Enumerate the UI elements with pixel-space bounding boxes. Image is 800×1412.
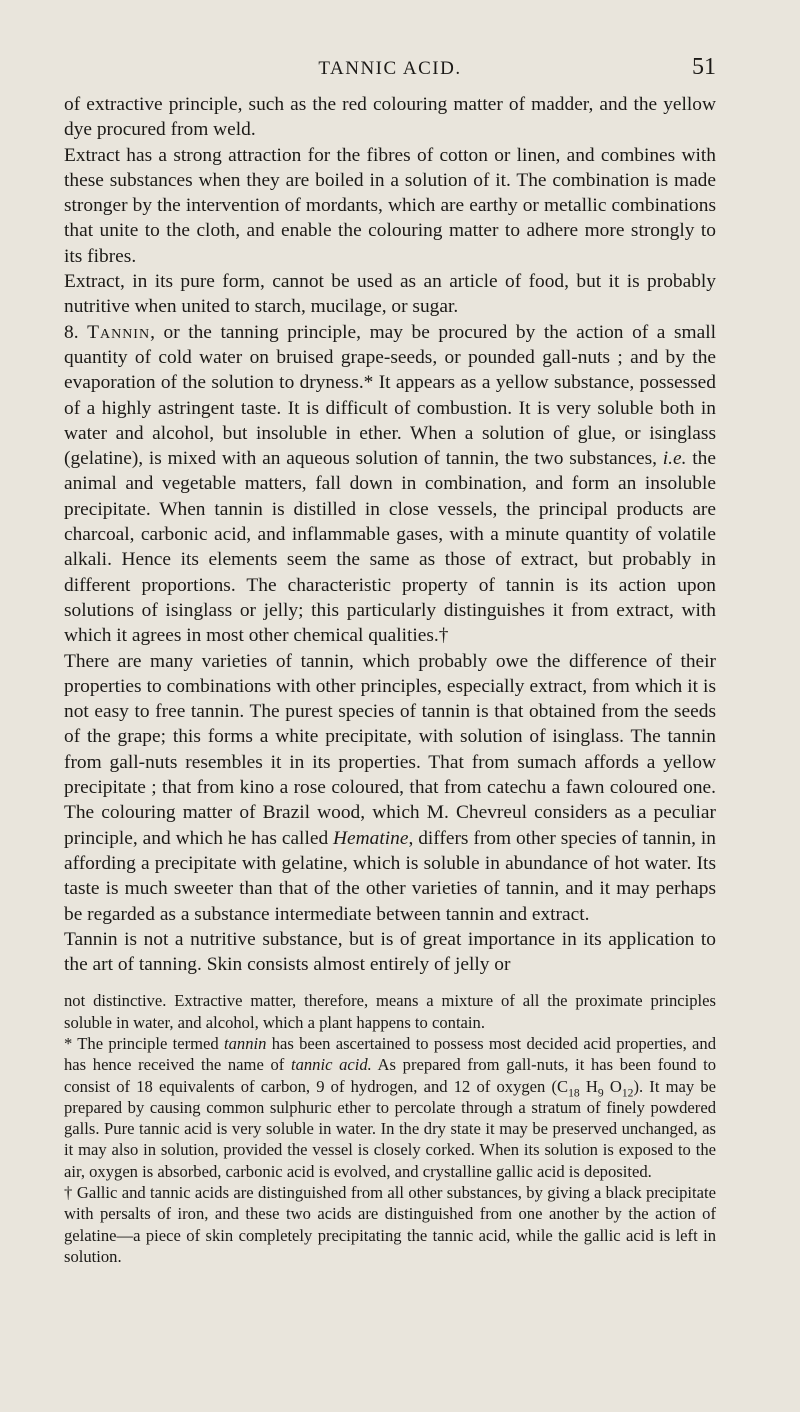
paragraph-extract-food: Extract, in its pure form, cannot be used as an article of food, but it is probably nutritive when united to starch, mucilage, or sugar. <box>64 271 716 318</box>
formula-element: H <box>579 1076 598 1096</box>
tannin-text-b: the animal and vegetable matters, fall down in combination, and form an insoluble precipitate. When tannin is distilled in close vessels, the principal products are charcoal, carbonic acid, and inflammable gases, with a minute quantity of volatile alkali. Hence its elements seem the same as those of extract, but probably in different proportions. The characteristic property of tannin is its action upon solutions of isinglass or jelly; this particularly distinguishes it from extract, with which it agrees in most other chemical qualities.† <box>64 448 716 647</box>
section-number: 8. <box>64 321 79 343</box>
footnote-text: As prepared from gall-nuts, it has been found to consist of 18 equivalents of carbon, 9 of hydrogen, and 12 of oxygen (C <box>64 1055 717 1096</box>
running-head <box>64 54 716 92</box>
ie-abbrev: i.e. <box>662 448 687 470</box>
footnote-text: * The principle termed <box>64 1033 224 1053</box>
tannin-text-a: , or the tanning principle, may be procured by the action of a small quantity of cold water on bruised grape-seeds, or pounded gall-nuts ; and by the evaporation of the solution to dryness.* It appears as a yellow substance, possessed of a highly astringent taste. It is difficult of combustion. It is very soluble both in water and alcohol, but insoluble in ether. When a solution of glue, or isinglass (gelatine), is mixed with an aqueous solution of tannin, the two substances, <box>64 321 716 470</box>
footnote-term-tannin: tannin <box>224 1033 267 1053</box>
footnote-text: has been ascertained to possess most decided acid properties, and has hence received the name of <box>64 1033 717 1075</box>
footnote-gallic-acid: † Gallic and tannic acids are distinguished from all other substances, by giving a black precipitate with persalts of iron, and these two acids are distinguished from one another by the action of gelatine—a piece of skin completely precipitating the tannic acid, while the gallic acid is left in solution. <box>64 1183 716 1266</box>
footnotes <box>64 990 716 1267</box>
footnote-tannic-acid <box>64 1033 716 1182</box>
footnote-text: ). It may be prepared by causing common sulphuric ether to percolate through a stratum of finely powdered galls. Pure tannic acid is very soluble in water. In the dry state it may be preserved unchanged, as it may also in solution, provided the vessel is closely corked. When its solution is exposed to the air, oxygen is absorbed, carbonic acid is evolved, and crystalline gallic acid is deposited. <box>64 1076 716 1181</box>
varieties-text-a: There are many varieties of tannin, which probably owe the difference of their properties to combinations with other principles, especially extract, from which it is not easy to free tannin. The purest species of tannin is that obtained from the seeds of the grape; this forms a white precipitate, with solution of isinglass. The tannin from gall-nuts resembles it in its properties. That from sumach affords a yellow precipitate ; that from kino a rose coloured, that from catechu a fawn coloured one. The colouring matter of Brazil wood, which M. Chevreul considers as a peculiar principle, and which he has called <box>64 650 716 849</box>
formula-subscript: 12 <box>621 1085 634 1099</box>
page-number: 51 <box>692 54 716 80</box>
paragraph-extract-attraction: Extract has a strong attraction for the fibres of cotton or linen, and combines with these substances when they are boiled in a solution of it. The combination is made stronger by the intervention of mordants, which are earthy or metallic combinations that unite to the cloth, and enable the colouring matter to adhere more strongly to its fibres. <box>64 144 716 267</box>
paragraph-tannin <box>64 320 716 649</box>
main-text <box>64 92 716 977</box>
section-term: Tannin <box>87 321 151 343</box>
running-title: TANNIC ACID. <box>318 58 462 79</box>
footnote-continued: not distinctive. Extractive matter, therefore, means a mixture of all the proximate principles soluble in water, and alcohol, which a plant happens to contain. <box>64 991 716 1032</box>
formula-element: O <box>603 1076 622 1096</box>
paragraph-tanning: Tannin is not a nutritive substance, but is of great importance in its application to the art of tanning. Skin consists almost entirely of jelly or <box>64 928 716 976</box>
hematine-term: Hematine <box>333 827 409 849</box>
formula-subscript: 18 <box>568 1085 580 1099</box>
footnote-term-tannic-acid: tannic acid. <box>290 1055 372 1075</box>
formula-subscript: 9 <box>597 1085 604 1099</box>
paragraph-tannin-varieties <box>64 649 716 927</box>
paragraph-continued: of extractive principle, such as the red colouring matter of madder, and the yellow dye procured from weld. <box>64 94 716 141</box>
varieties-text-b: , differs from other species of tannin, in affording a precipitate with gelatine, which is soluble in abundance of hot water. Its taste is much sweeter than that of the other varieties of tannin, and it may perhaps be regarded as a substance intermediate between tannin and extract. <box>64 827 716 925</box>
